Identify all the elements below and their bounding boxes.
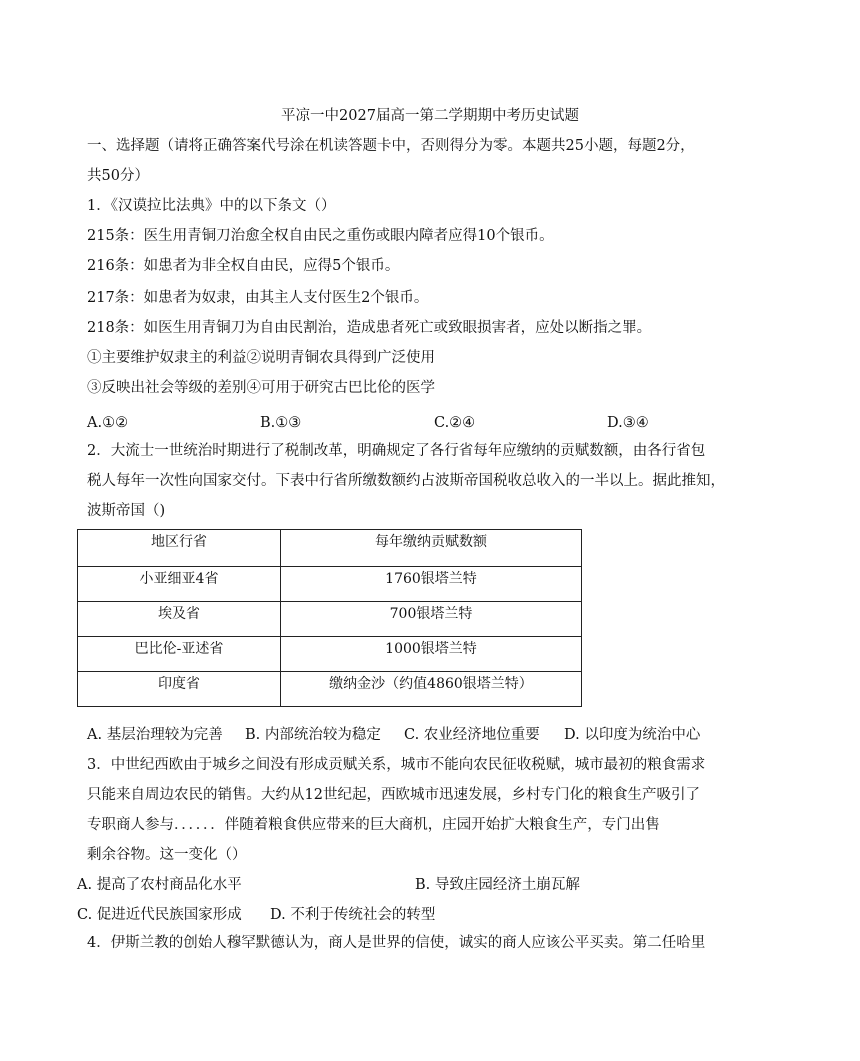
q2-option-c: C. 农业经济地位重要	[404, 727, 540, 743]
q2-option-a: A. 基层治理较为完善	[87, 727, 223, 743]
tribute-table	[77, 529, 582, 707]
q3-stem-4: 剩余谷物。这一变化（）	[87, 847, 247, 863]
table-cell: 缴纳金沙（约值4860银塔兰特）	[281, 672, 582, 707]
q3-option-c: C. 促进近代民族国家形成	[77, 907, 242, 923]
q2-stem-3: 波斯帝国（)	[87, 503, 166, 519]
q2-option-b: B. 内部统治较为稳定	[245, 727, 381, 743]
q2-stem-2: 税人每年一次性向国家交付。下表中行省所缴数额约占波斯帝国税收总收入的一半以上。据此推知，	[87, 473, 725, 489]
table-row	[78, 602, 582, 637]
table-cell: 巴比伦-亚述省	[78, 637, 281, 672]
q3-option-b: B. 导致庄园经济土崩瓦解	[415, 877, 580, 893]
table-header-row	[78, 530, 582, 567]
q1-option-b: B.①③	[260, 415, 302, 431]
table-cell: 小亚细亚4省	[78, 567, 281, 602]
q2-option-d: D. 以印度为统治中心	[564, 727, 701, 743]
exam-title: 平凉一中2027届高一第二学期期中考历史试题	[281, 108, 579, 124]
table-row	[78, 567, 582, 602]
table-row	[78, 672, 582, 707]
table-cell: 1760银塔兰特	[281, 567, 582, 602]
q3-stem-1: 3．中世纪西欧由于城乡之间没有形成贡赋关系，城市不能向农民征收税赋，城市最初的粮食需求	[87, 757, 706, 773]
q1-option-c: C.②④	[434, 415, 476, 431]
q3-option-a: A. 提高了农村商品化水平	[77, 877, 242, 893]
q2-stem-1: 2．大流士一世统治时期进行了税制改革，明确规定了各行省每年应缴纳的贡赋数额，由各行省包	[87, 443, 706, 459]
q3-stem-3: 专职商人参与．．．．．．伴随着粮食供应带来的巨大商机，庄园开始扩大粮食生产，专门出售	[87, 817, 660, 833]
q1-statements-2: ③反映出社会等级的差别④可用于研究古巴比伦的医学	[87, 380, 435, 396]
q3-option-d: D. 不利于传统社会的转型	[270, 907, 436, 923]
table-cell: 印度省	[78, 672, 281, 707]
table-header-cell: 地区行省	[78, 530, 281, 567]
q1-statements-1: ①主要维护奴隶主的利益②说明青铜农具得到广泛使用	[87, 350, 435, 366]
q1-article-216: 216条：如患者为非全权自由民，应得5个银币。	[87, 258, 400, 274]
q3-stem-2: 只能来自周边农民的销售。大约从12世纪起，西欧城市迅速发展，乡村专门化的粮食生产吸引了	[87, 787, 700, 803]
section-heading-cont: 共50分）	[87, 168, 149, 184]
q1-article-215: 215条：医生用青铜刀治愈全权自由民之重伤或眼内障者应得10个银币。	[87, 228, 554, 244]
table-row	[78, 637, 582, 672]
section-heading: 一、选择题（请将正确答案代号涂在机读答题卡中，否则得分为零。本题共25小题，每题2分，	[87, 138, 695, 154]
table-cell: 700银塔兰特	[281, 602, 582, 637]
q1-stem: 1．《汉谟拉比法典》中的以下条文（）	[87, 198, 336, 214]
table-cell: 1000银塔兰特	[281, 637, 582, 672]
table-header-cell: 每年缴纳贡赋数额	[281, 530, 582, 567]
q4-stem-1: 4．伊斯兰教的创始人穆罕默德认为，商人是世界的信使，诚实的商人应该公平买卖。第二任哈里	[87, 935, 706, 951]
q1-article-218: 218条：如医生用青铜刀为自由民割治，造成患者死亡或致眼损害者，应处以断指之罪。	[87, 320, 652, 336]
q1-article-217: 217条：如患者为奴隶，由其主人支付医生2个银币。	[87, 290, 429, 306]
table-cell: 埃及省	[78, 602, 281, 637]
q1-option-d: D.③④	[607, 415, 649, 431]
q1-option-a: A.①②	[87, 415, 129, 431]
